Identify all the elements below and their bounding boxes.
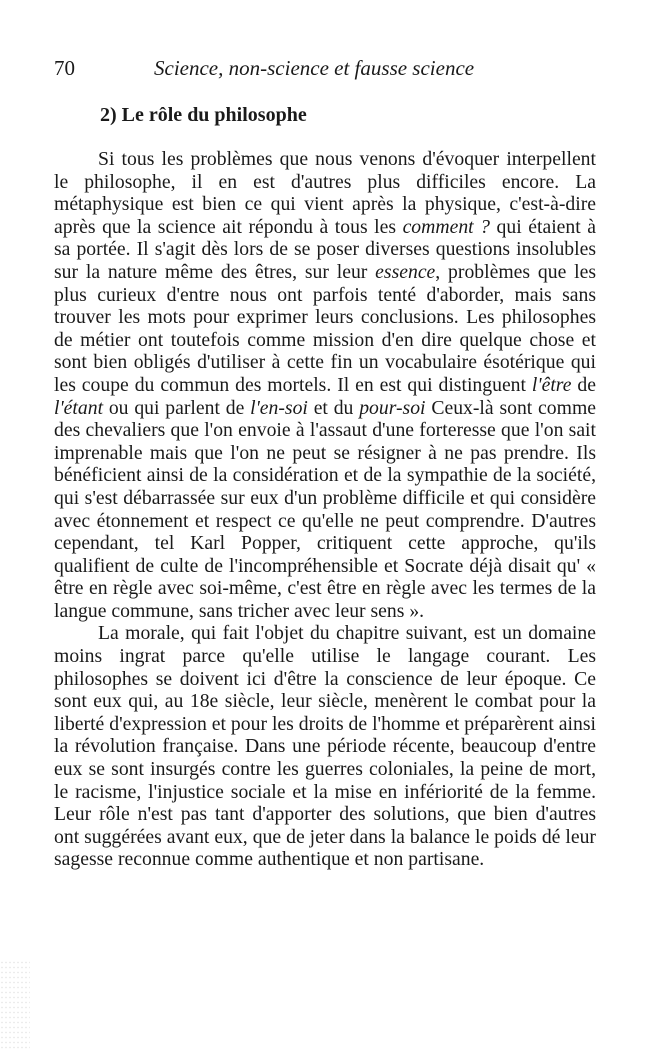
italic-term-etre: l'être — [531, 373, 572, 396]
page-header — [54, 56, 600, 86]
body-text — [54, 148, 596, 871]
paragraph-1 — [54, 148, 596, 622]
text-run: ou qui parlent de — [103, 396, 251, 419]
italic-term-etant: l'étant — [54, 396, 104, 419]
italic-term-comment: comment ? — [402, 215, 491, 238]
text-run: de — [571, 373, 596, 396]
italic-term-en-soi: l'en-soi — [250, 396, 308, 419]
section-heading: 2) Le rôle du philosophe — [100, 104, 307, 126]
text-run: Si tous les problèmes que nous venons d'évoquer interpellent le philosophe, il en est d'autres plus difficiles encore. La métaphysique est bien ce qui vient après la physique, c'est-à-dire après que la science ait répondu à tous les — [54, 148, 596, 238]
text-run: et du — [307, 396, 360, 419]
text-run: , problèmes que les plus curieux d'entre nous ont parfois tenté d'aborder, mais sans trouver les mots pour exprimer leurs conclusions. Les philosophes de métier ont toutefois comme mission d'en dire quelque chose et sont bien obligés d'utiliser à cette fin un vocabulaire ésotérique qui les coupe du commun des mortels. Il en est qui distinguent — [54, 260, 596, 396]
paragraph-2: La morale, qui fait l'objet du chapitre suivant, est un domaine moins ingrat parce qu'elle utilise le langage courant. Les philosophes se doivent ici d'être la conscience de leur époque. Ce sont eux qui, au 18e siècle, leur siècle, menèrent le combat pour la liberté d'expression et pour les droits de l'homme et préparèrent ainsi la révolution française. Dans une période récente, beaucoup d'entre eux se sont insurgés contre les guerres coloniales, la peine de mort, le racisme, l'injustice sociale et la mise en infériorité de la femme. Leur rôle n'est pas tant d'apporter des solutions, que bien d'autres ont suggérées avant eux, que de jeter dans la balance le poids dé leur sagesse reconnue comme authentique et non partisane. — [54, 622, 596, 871]
text-run: Ceux-là sont comme des chevaliers que l'on envoie à l'assaut d'une forteresse que l'on sait imprenable mais que l'on ne peut se résigner à ne pas prendre. Ils bénéficient ainsi de la considération et de la sympathie de la société, qui s'est débarrassée sur eux d'un problème difficile et qui considère avec étonnement et respect ce qu'elle ne peut comprendre. D'autres cependant, tel Karl Popper, critiquent cette approche, qu'ils qualifient de culte de l'incompréhensible et Socrate déjà disait qu' « être en règle avec soi-même, c'est être en règle avec les termes de la langue commune, sans tricher avec leur sens ». — [54, 396, 596, 622]
page-number: 70 — [54, 56, 75, 80]
text-run: qui étaient à sa portée. Il s'agit dès lors de se poser diverses questions insolubles sur la nature même des êtres, sur leur — [54, 215, 596, 283]
italic-term-pour-soi: pour-soi — [359, 396, 426, 419]
running-title: Science, non-science et fausse science — [154, 56, 475, 80]
italic-term-essence: essence — [375, 260, 436, 283]
scan-noise — [0, 960, 30, 1051]
